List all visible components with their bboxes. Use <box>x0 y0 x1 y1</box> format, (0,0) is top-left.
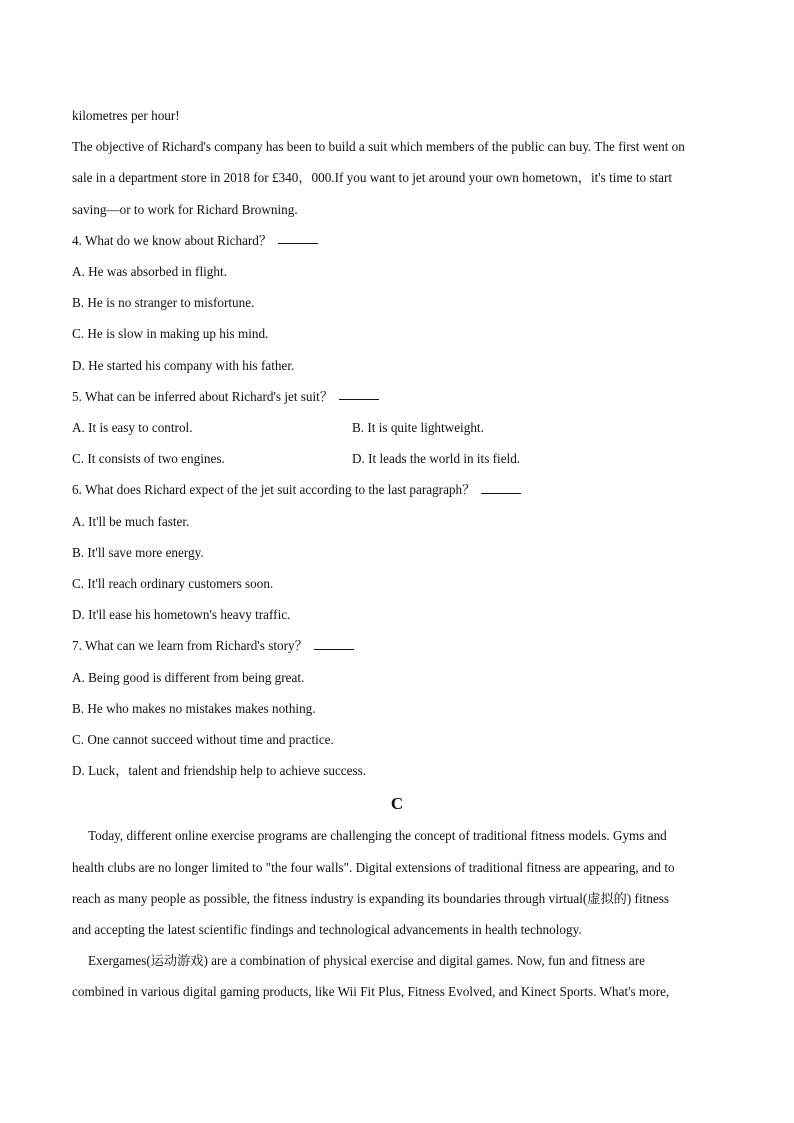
passage-line: saving—or to work for Richard Browning. <box>72 201 298 217</box>
question-text: 7. What can we learn from Richard's story？ <box>72 638 308 654</box>
answer-blank[interactable] <box>339 399 379 400</box>
answer-blank[interactable] <box>481 493 521 494</box>
question-5 <box>72 381 722 475</box>
option-b: B. It'll save more energy. <box>72 544 204 560</box>
question-6 <box>72 474 722 630</box>
passage-b-ending <box>72 100 722 225</box>
option-b: B. He who makes no mistakes makes nothing. <box>72 700 316 716</box>
document-body <box>72 100 722 1008</box>
passage-c-paragraph-2 <box>72 945 722 1007</box>
option-a: A. It is easy to control. <box>72 420 193 436</box>
answer-blank[interactable] <box>314 649 354 650</box>
question-text: 5. What can be inferred about Richard's jet suit？ <box>72 388 334 404</box>
option-c: C. He is slow in making up his mind. <box>72 326 269 342</box>
passage-line: reach as many people as possible, the fitness industry is expanding its boundaries through virtual(虚拟的) fitness <box>72 890 669 906</box>
option-a: A. He was absorbed in flight. <box>72 264 227 280</box>
question-7 <box>72 630 722 786</box>
option-d: D. It'll ease his hometown's heavy traffic. <box>72 607 291 623</box>
question-stem <box>72 225 722 256</box>
answer-blank[interactable] <box>278 243 318 244</box>
question-stem <box>72 630 722 661</box>
option-a: A. It'll be much faster. <box>72 513 190 529</box>
question-stem <box>72 381 722 412</box>
passage-line: health clubs are no longer limited to "the four walls". Digital extensions of traditional fitness are appearing, and to <box>72 859 675 875</box>
option-c: C. It consists of two engines. <box>72 451 225 467</box>
option-row <box>72 412 722 443</box>
option-b: B. It is quite lightweight. <box>352 420 484 436</box>
passage-line: Exergames(运动游戏) are a combination of physical exercise and digital games. Now, fun and fitness are <box>88 953 645 969</box>
passage-line: combined in various digital gaming products, like Wii Fit Plus, Fitness Evolved, and Kinect Sports. What's more, <box>72 984 670 1000</box>
passage-line: kilometres per hour! <box>72 108 180 123</box>
option-a: A. Being good is different from being great. <box>72 669 305 685</box>
question-text: 6. What does Richard expect of the jet suit according to the last paragraph？ <box>72 482 476 498</box>
option-d: D. He started his company with his father. <box>72 357 295 373</box>
passage-c-paragraph-1 <box>72 820 722 945</box>
passage-line: Today, different online exercise programs are challenging the concept of traditional fitness models. Gyms and <box>88 828 667 844</box>
option-c: C. It'll reach ordinary customers soon. <box>72 576 274 592</box>
option-row <box>72 443 722 474</box>
question-text: 4. What do we know about Richard？ <box>72 232 273 248</box>
option-d: D. It leads the world in its field. <box>352 451 521 467</box>
question-4 <box>72 225 722 381</box>
section-heading: C <box>390 794 404 814</box>
option-d: D. Luck，talent and friendship help to achieve success. <box>72 763 367 779</box>
option-b: B. He is no stranger to misfortune. <box>72 295 255 311</box>
option-c: C. One cannot succeed without time and practice. <box>72 732 334 748</box>
passage-line: The objective of Richard's company has been to build a suit which members of the public can buy. The first went on <box>72 139 685 155</box>
question-stem <box>72 474 722 505</box>
passage-line: sale in a department store in 2018 for £340，000.If you want to jet around your own hometown，it's time to start <box>72 170 673 186</box>
passage-line: and accepting the latest scientific findings and technological advancements in health technology. <box>72 922 582 938</box>
